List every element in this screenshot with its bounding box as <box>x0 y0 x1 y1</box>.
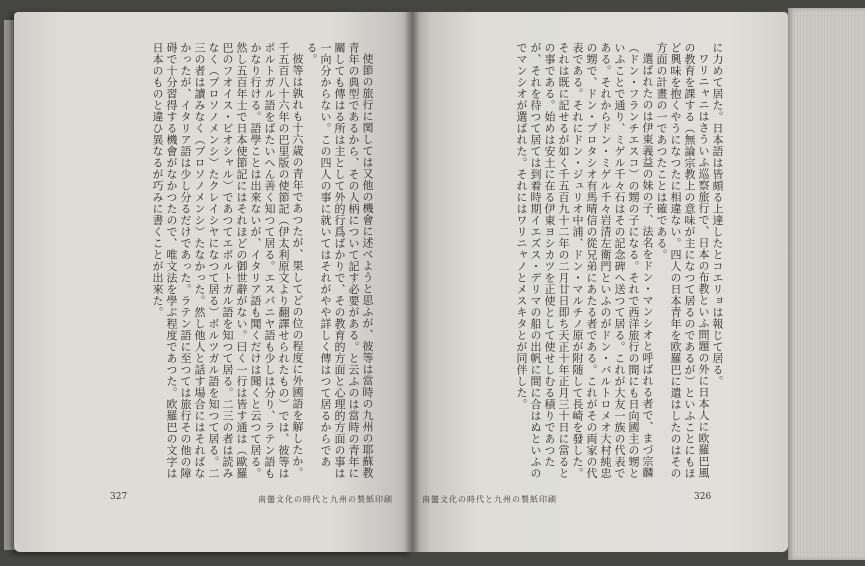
left-page-number: 327 <box>110 492 128 502</box>
right-page-text <box>428 42 724 480</box>
book-gutter <box>404 12 420 552</box>
left-paragraph-1: 使節の旅行に関しては又他の機會に述べようと思ふが、彼等は當時の九州の耶蘇教青年の典型であるから、その人柄について記す必要がある。と云ふのは當時の青年に關しても傳はる所は主として外的行爲ばかりで、その教育的方面と心理的方面の事は一向分からない。この四人の事に就いてはそれがやや詳しく傳はつて居るからである。 <box>305 42 374 479</box>
right-running-head: 南蠻文化の時代と九州の製紙印刷 <box>422 495 557 504</box>
right-page-number: 326 <box>694 492 712 502</box>
right-paragraph-3: 選ばれたのは伊東義益の妹の子、法名をドン・マンシオと呼ばれる者で、まづ宗麟（ドン・フランチエスコ）の甥の子になる。それで西洋旅行の間にも日向國主の甥といふことで通り、ミゲル千々石はその記念碑へ送つて居る。これが大友一族の代表である。それからドン・ミゲル千々岩清左衛門といふのがドン・バルトロメオ大村純忠の甥で、ドン・プロタシオ有馬晴信の從兄弟にあたる者である。これがその両家の代表である。それにドン・ジュリオ中浦、ドン・マルチノ原が附随して長崎を發した。それは既に記せるが如く千五百九十二年の二月廿日即ち天正十年正月三十日に當るとの事である。始めは安土に在る伊東ヨシカツを正使として使せしむる積りであつたが、それを待つて居ては到着時期イエズス・デリマの船の出帆に間に合はぬといふのでマンシオが選ばれた。それにはワリニャノとメスキタとが同伴した。 <box>515 42 654 479</box>
left-page-text <box>92 42 374 480</box>
right-paragraph-2: ワリニャニはさういふ巡察旅行で、日本の布教といふ問題の外に日本人に欧羅巴風の教育を課する（無論宗教上の意味が主になつて居るのであるが）といふことにもほど興味を抱くやうになつたに相違ない。四人の日本青年を欧羅巴に遣はしたのはその方面の計畫の一であつたことは確である。 <box>655 42 710 479</box>
left-paragraph-2: 彼等は孰れも十六歳の青年であつたが、果してどの位の程度に外國語を解したか。千五百八十六年の巴里版の使節記（伊太利原文より翻譯せられたもの）では、彼等はポルトガル語をばたいへん善く知つて居る。エスパニヤ語も少しは分り、ラテン語もかなり行ける。語學ことは出來ないが、イタリア語も聞くだけは聞くと云つて居る。然し五百年士で日本使節記にはそれほどの御世辭がない。曰く一行は皆す通は（歐羅巴のフオイス・ビオシャル）であつてエポルトガル語を知つて居る。二三の者は読みなく（プロソノメンシ）たクレイシヤになつて居る）ボルツガル語を知つて居る。二三の者は讀みなく（プロソノメンシ）たなかった。然し他人と話す場合にはそればなかったが、イタリア語は少し分るだけであった。ラテン語に至つては旅行その他の障碍で十分習得する機會がなかつたので、唯文法を學ぶ程度であつた。欧羅巴の文字は日本のものと違ひ異なるが巧みに書くことが出來た。 <box>151 42 304 479</box>
left-running-head: 南蠻文化の時代と九州の製紙印刷 <box>258 495 393 504</box>
right-paragraph-1: に力めて居た。日本語は皆頗る上達したとコエリョは報じて居る。 <box>711 42 724 387</box>
right-page-edges <box>788 8 865 560</box>
